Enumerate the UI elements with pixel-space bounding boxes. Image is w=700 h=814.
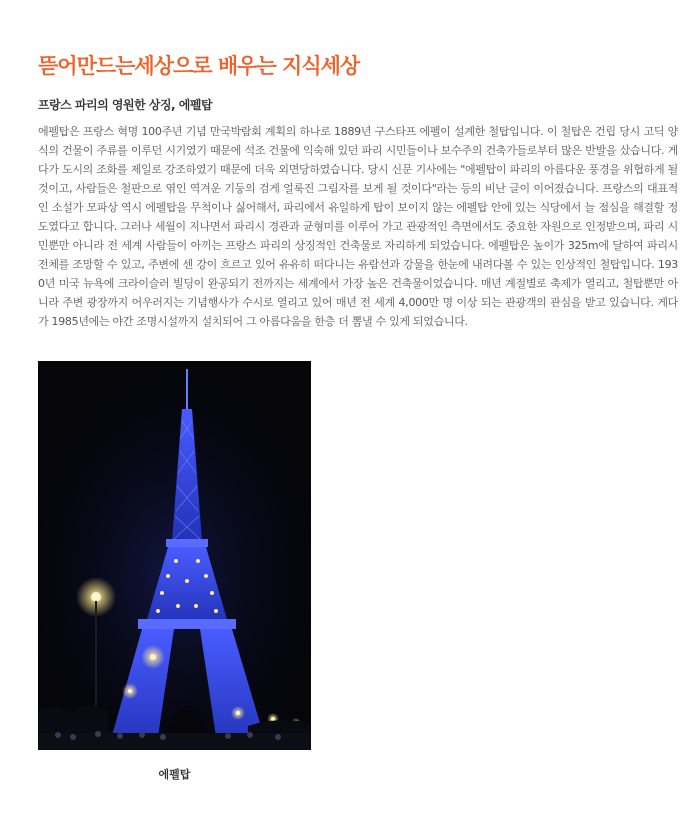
article-title: 프랑스 파리의 영원한 상징, 에펠탑 (38, 98, 213, 112)
site-title: 뜯어만드는세상으로 배우는 지식세상 (38, 54, 360, 78)
eiffel-tower-illustration (38, 361, 311, 750)
photo-caption: 에펠탑 (158, 768, 191, 781)
eiffel-tower-photo (38, 361, 311, 750)
article-body: 에펠탑은 프랑스 혁명 100주년 기념 만국박람회 계획의 하나로 1889년 구스타프 에펠이 설계한 철탑입니다. 이 철탑은 건립 당시 고딕 양식의 건물이 주류를 이루던 시기였기 때문에 석조 건물에 익숙해 있던 파리 시민들이나 보수주의 건축가들로부터 많은 반발을 샀습니다. 게다가 도시의 조화를 제일로 강조하였기 때문에 더욱 외면당하였습니다. 당시 신문 기사에는 "에펠탑이 파리의 아름다운 풍경을 위협하게 될 것이고, 사람들은 철판으로 엮인 역겨운 기둥의 검게 얼룩진 그림자를 보게 될 것이다"라는 등의 비난 글이 이어졌습니다. 프랑스의 대표적인 소설가 모파상 역시 에펠탑을 무척이나 싫어해서, 파리에서 유일하게 탑이 보이지 않는 에펠탑 안에 있는 식당에서 늘 점심을 해결할 정도였다고 합니다. 그러나 세월이 지나면서 파리시 경관과 균형미를 이루어 가고 관광적인 측면에서도 중요한 자원으로 인정받으며, 파리 시민뿐만 아니라 전 세계 사람들이 아끼는 프랑스 파리의 상징적인 건축물로 자리하게 되었습니다. 에펠탑은 높이가 325m에 달하여 파리시 전체를 조망할 수 있고, 주변에 센 강이 흐르고 있어 유유히 떠다니는 유람선과 강물을 한눈에 내려다볼 수 있는 인상적인 철탑입니다. 1930년 미국 뉴욕에 크라이슬러 빌딩이 완공되기 전까지는 세계에서 가장 높은 건축물이었습니다. 매년 계절별로 축제가 열리고, 철탑뿐만 아니라 주변 광장까지 어우러지는 기념행사가 수시로 열리고 있어 매년 전 세계 4,000만 명 이상 되는 관광객의 관심을 받고 있습니다. 게다가 1985년에는 야간 조명시설까지 설치되어 그 아름다움을 한층 더 뽐낼 수 있게 되었습니다. (38, 125, 678, 328)
